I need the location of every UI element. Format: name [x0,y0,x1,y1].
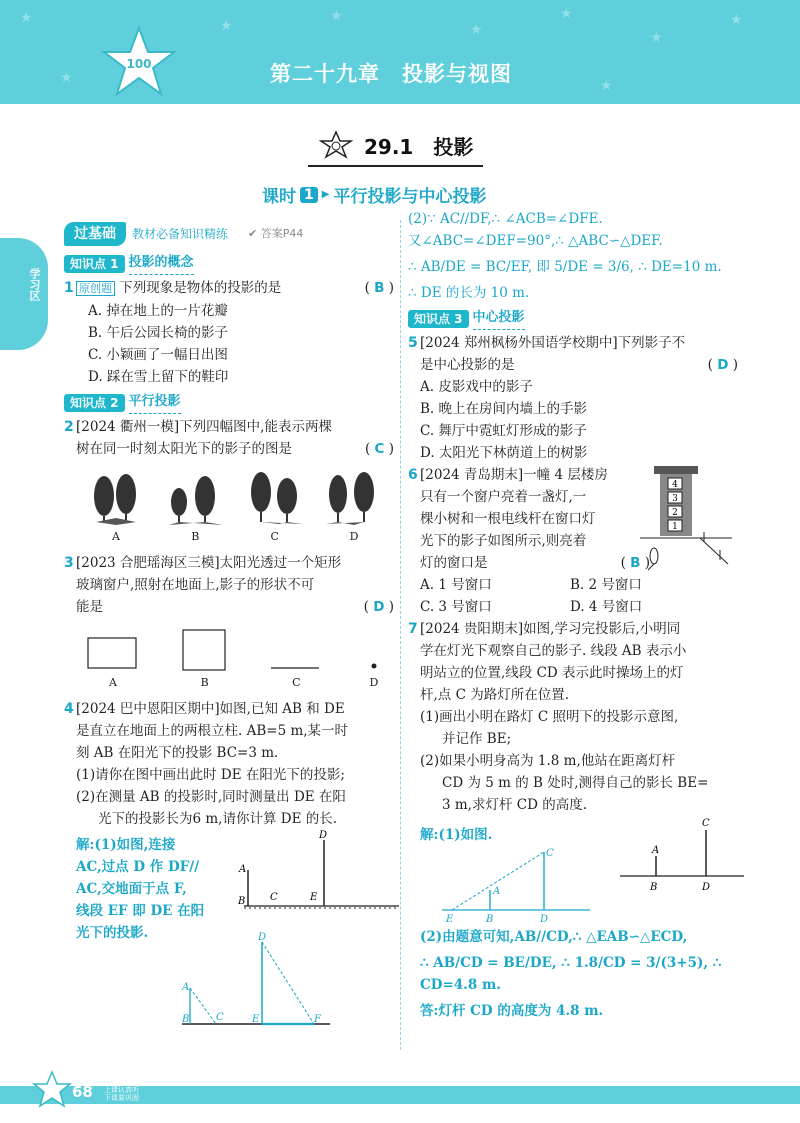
option-b: B. 午后公园长椅的影子 [88,325,229,341]
question-7 [408,618,738,1022]
answer-mark: C [374,441,385,457]
question-6: 6 [2024 青岛期末]一幢 4 层楼房 只有一个窗户亮着一盏灯,一 棵小树和一根电线杆在窗口灯 光下的影子如图所示,则亮着 灯的窗口是 ( B ) 4 3 2 1 A. 1 号窗口 B. 2 号窗口 C. 3 号窗口 D. 4 号窗口 [408,464,738,618]
question-stem: [2024 贵阳期末]如图,学习完投影后,小明同 [420,621,681,637]
side-tab [0,238,48,350]
svg-text:C: C [546,848,554,859]
side-tab-label: 学习区 [28,268,41,301]
svg-text:E: E [252,1014,260,1025]
kp-title: 平行投影 [129,391,181,414]
option-b: B. 2 号窗口 [570,577,642,593]
svg-text:A: A [182,982,190,993]
sub-question: (1)画出小明在路灯 C 照明下的投影示意图, [420,709,679,725]
question-number: 6 [408,467,418,483]
answer-mark: B [630,555,641,571]
star-icon: ★ [330,8,343,24]
q4-solution-figure [176,930,336,1030]
svg-text:B: B [182,1014,190,1025]
svg-text:E: E [310,892,318,903]
question-number: 2 [64,419,74,435]
shape-figure-c: C [292,676,301,689]
question-2: 2 [2024 衢州一模]下列四幅图中,能表示两棵 树在同一时刻太阳光下的影子的图是 ( C ) A B C D [64,416,394,548]
svg-text:3: 3 [672,494,678,504]
question-number: 7 [408,621,418,637]
option-a: A. 1 号窗口 [420,577,492,593]
right-column [408,208,738,1022]
lesson-prefix: 课时 [262,187,296,207]
question-number: 3 [64,555,74,571]
question-stem: 是直立在地面上的两根立柱. AB=5 m,某一时 [76,723,349,739]
question-4 [64,698,394,1030]
question-stem: 杆,点 C 为路灯所在位置. [420,687,569,703]
svg-text:1: 1 [672,522,678,532]
option-b: B. 晚上在房间内墙上的手影 [420,401,588,417]
q7-solution-4: 答:灯杆 CD 的高度为 4.8 m. [420,1003,604,1019]
svg-text:A: A [493,886,501,897]
left-column [64,222,394,1030]
knowledge-point-3 [408,307,738,330]
q4-solution: 解:(1)如图,连接 AC,过点 D 作 DF// AC,交地面于点 F, 线段 EF 即 DE 在阳 光下的投影. [76,837,205,941]
svg-text:B: B [650,882,658,893]
question-stem: 下列现象是物体的投影的是 [119,280,282,296]
svg-text:B: B [238,896,246,907]
q4-figure [234,830,404,920]
lesson-title [262,182,486,207]
svg-text:4: 4 [672,480,678,490]
star-icon: ★ [560,6,573,22]
answer-mark: D [373,599,385,615]
svg-text:D: D [702,882,711,893]
sub-question: CD 为 5 m 的 B 处时,测得自己的影长 BE= [442,775,709,791]
q7-solution-3: ∴ AB/CD = BE/DE, ∴ 1.8/CD = 3/(3+5), ∴ CD=4.8 m. [420,955,722,993]
option-c: C. 小颖画了一幅日出图 [88,347,228,363]
svg-text:2: 2 [672,508,678,518]
chapter-header [0,0,800,104]
star-icon: ★ [60,70,73,86]
knowledge-point-1 [64,252,394,275]
mascot-star-icon [100,24,178,102]
question-stem: 树在同一时刻太阳光下的影子的图是 [76,441,292,457]
option-d: D. 太阳光下林荫道上的树影 [420,445,588,461]
lesson-title-text: 平行投影与中心投影 [333,187,487,207]
triangle-icon: ▶ [321,189,330,200]
kp-label: 知识点 1 [64,255,125,273]
tree-figures [76,470,394,548]
svg-text:F: F [314,1014,321,1025]
question-stem: 灯的窗口是 [420,555,488,571]
svg-text:D: D [319,830,328,841]
section-title [318,130,473,160]
shape-figure-b: B [181,628,229,694]
question-stem: [2023 合肥瑶海区三模]太阳光透过一个矩形 [76,555,342,571]
tree-figure-c: C [245,470,305,548]
svg-text:D: D [258,932,267,943]
kp-title: 中心投影 [473,307,525,330]
sub-question: 3 m,求灯杆 CD 的高度. [442,797,587,813]
svg-text:C: C [216,1012,224,1023]
lesson-number: 1 [300,187,318,203]
kp-label: 知识点 2 [64,394,125,412]
shape-figure-d: D [364,632,384,694]
option-a: A. 掉在地上的一片花瓣 [88,303,228,319]
question-stem: 学在灯光下观察自己的影子. 线段 AB 表示小 [420,643,687,659]
section-badge-icon [318,130,354,160]
option-c: C. 舞厅中霓虹灯形成的影子 [420,423,587,439]
basics-header [64,222,394,246]
question-stem: 棵小树和一根电线杆在窗口灯 [420,511,596,527]
question-stem: 是中心投影的是 [420,357,515,373]
shape-figures [76,628,394,694]
option-a: A. 皮影戏中的影子 [420,379,533,395]
question-5: 5 [2024 郑州枫杨外国语学校期中]下列影子不 是中心投影的是 ( D ) A. 皮影戏中的影子 B. 晚上在房间内墙上的手影 C. 舞厅中霓虹灯形成的影子 D. 太阳光下林荫道上的树影 [408,332,738,464]
section-underline [308,165,483,167]
question-stem: 玻璃窗户,照射在地面上,影子的形状不可 [76,577,315,593]
sub-question: 并记作 BE; [442,731,512,747]
star-icon: ★ [650,30,663,46]
shape-figure-a: A [86,632,140,694]
question-stem: 明站立的位置,线段 CD 表示此时操场上的灯 [420,665,684,681]
page-footer [0,1078,800,1123]
footer-slogan: 上课认真听 下课要巩固 [104,1086,139,1102]
sub-question: (1)请你在图中画出此时 DE 在阳光下的投影; [76,767,345,783]
question-tag: 原创题 [76,281,115,296]
question-stem: 刻 AB 在阳光下的投影 BC=3 m. [76,745,279,761]
option-d: D. 4 号窗口 [570,599,643,615]
star-icon: ★ [600,78,613,94]
q4-solution-continued: (2)∵ AC//DF,∴ ∠ACB=∠DFE. 又∠ABC=∠DEF=90°,∴ △ABC∽△DEF. ∴ AB/DE = BC/EF, 即 5/DE = 3/6, ∴ DE=10 m. ∴ DE 的长为 10 m. [408,211,722,301]
question-stem: [2024 青岛期末]一幢 4 层楼房 [420,467,608,483]
question-number: 1 [64,280,74,296]
question-number: 5 [408,335,418,351]
svg-text:E: E [446,914,454,925]
question-stem: 能是 [76,599,103,615]
q7-figure [616,816,746,896]
q7-figures [420,816,738,926]
question-stem: [2024 郑州枫杨外国语学校期中]下列影子不 [420,335,686,351]
knowledge-point-2 [64,391,394,414]
building-figure [640,464,735,574]
question-stem: 光下的影子如图所示,则亮着 [420,533,587,549]
svg-text:C: C [270,892,278,903]
tree-figure-b: B [165,470,225,548]
basics-tag: 过基础 [64,222,126,246]
kp-label: 知识点 3 [408,310,469,328]
star-icon: ★ [220,18,233,34]
sub-question: (2)如果小明身高为 1.8 m,他站在距离灯杆 [420,753,676,769]
question-stem: 只有一个窗户亮着一盏灯,一 [420,489,587,505]
page-number: 68 [72,1083,93,1101]
section-title-text: 29.1 投影 [364,134,474,159]
svg-text:100: 100 [126,57,152,71]
svg-text:A: A [652,845,660,856]
svg-text:D: D [540,914,549,925]
sub-question: (2)在测量 AB 的投影时,同时测量出 DE 在阳 [76,789,346,805]
column-divider [400,220,401,1050]
sub-question: 光下的投影长为6 m,请你计算 DE 的长. [98,811,338,827]
option-c: C. 3 号窗口 [420,599,492,615]
question-3: 3 [2023 合肥瑶海区三模]太阳光透过一个矩形 玻璃窗户,照射在地面上,影子的形状不可 能是 ( D ) A B C D [64,552,394,694]
q7-solution-2: (2)由题意可知,AB//CD,∴ △EAB∽△ECD, [420,929,688,945]
q7-solution-1: 解:(1)如图. [420,827,493,843]
tree-figure-d: D [324,470,384,548]
kp-title: 投影的概念 [129,252,194,275]
star-icon: ★ [470,22,483,38]
q4-solution-area [76,830,394,1030]
basics-subtitle: 教材必备知识精练 [132,227,229,241]
svg-text:A: A [239,864,247,875]
footer-mascot-icon [32,1070,72,1110]
q7-solution-figure [440,846,600,926]
svg-text:C: C [702,818,710,829]
svg-text:B: B [486,914,494,925]
star-icon: ★ [20,10,33,26]
answer-mark: D [717,357,729,373]
option-d: D. 踩在雪上留下的鞋印 [88,369,229,385]
question-number: 4 [64,701,74,717]
answer-reference: ✔ 答案P44 [248,227,304,240]
question-stem: [2024 衢州一模]下列四幅图中,能表示两棵 [76,419,332,435]
question-1: 1 原创题 下列现象是物体的投影的是 ( B ) A. 掉在地上的一片花瓣 B. 午后公园长椅的影子 C. 小颖画了一幅日出图 D. 踩在雪上留下的鞋印 [64,277,394,388]
question-stem: [2024 巴中恩阳区期中]如图,已知 AB 和 DE [76,701,345,717]
answer-mark: B [374,280,385,296]
tree-figure-a: A [86,470,146,548]
star-icon: ★ [730,12,743,28]
chapter-title: 第二十九章 投影与视图 [270,62,512,86]
